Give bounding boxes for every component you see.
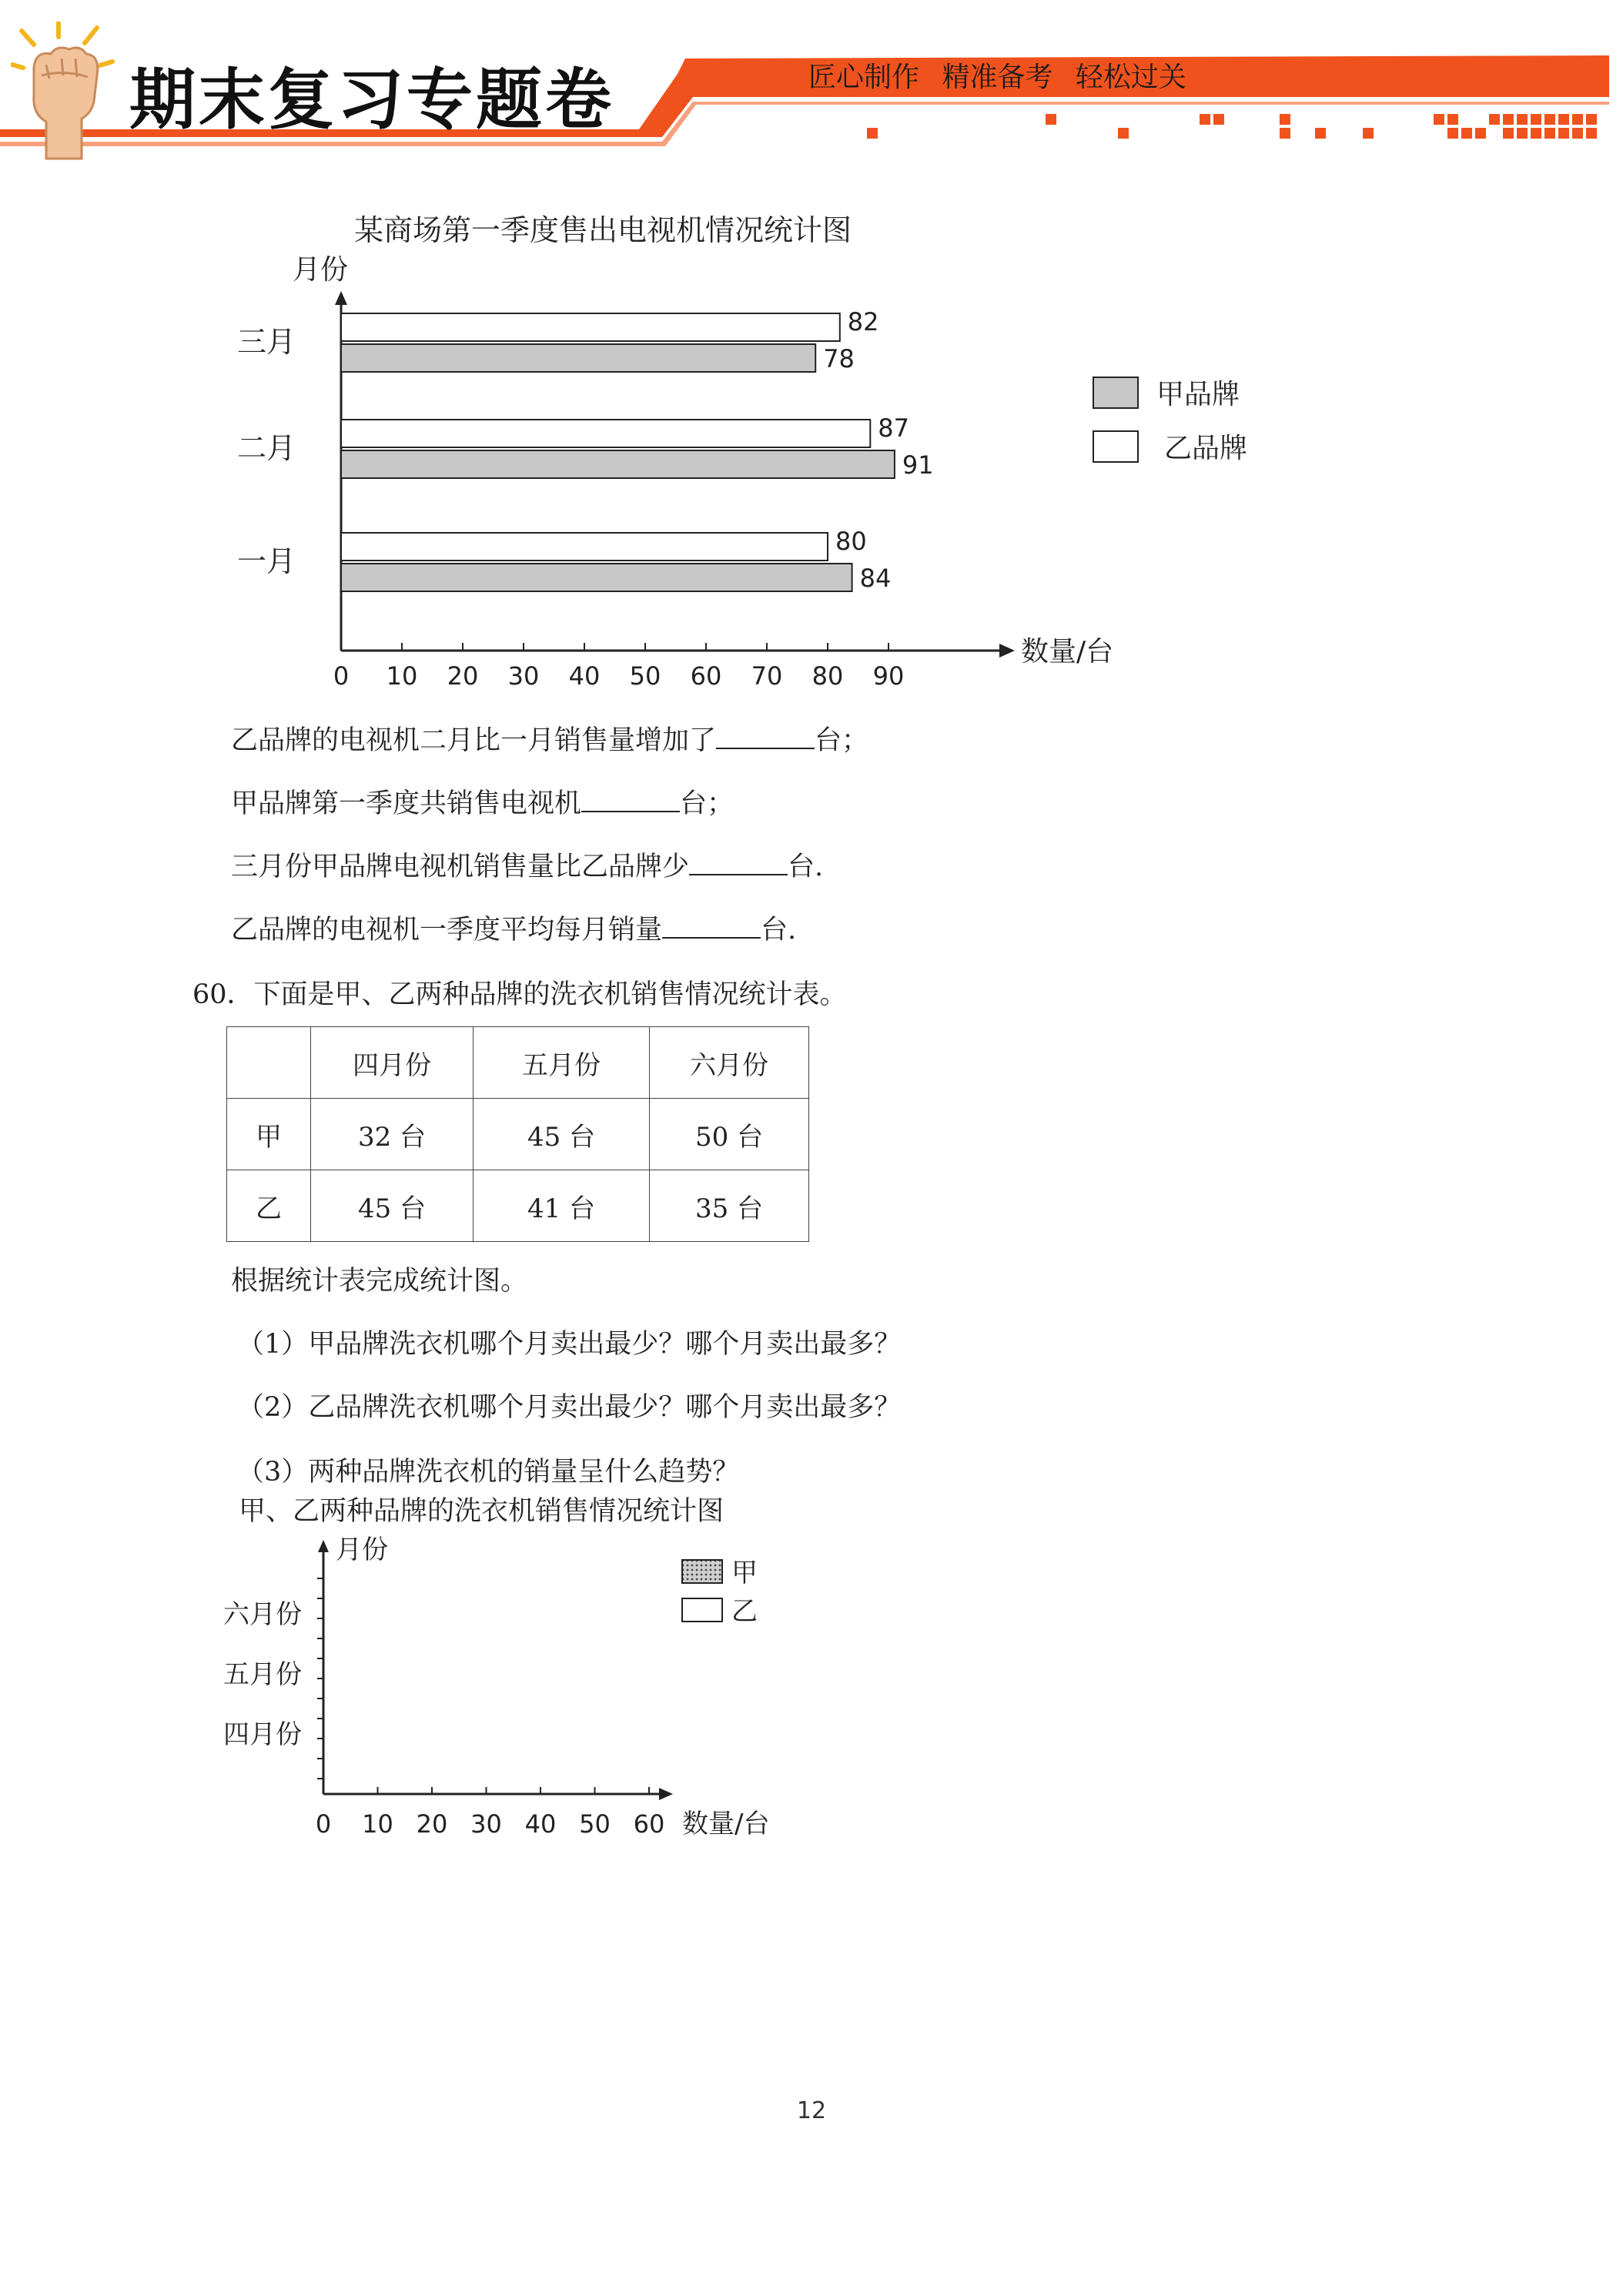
- header-tagline: 匠心制作 精准备考 轻松过关: [808, 62, 1186, 93]
- y-axis-label: 月份: [336, 1535, 388, 1565]
- x-tick-label: 0: [333, 661, 350, 691]
- x-tick-label: 60: [633, 1809, 665, 1839]
- x-tick-label: 50: [579, 1809, 611, 1839]
- legend-swatch-yi: [682, 1598, 722, 1622]
- bar-jia: [341, 344, 815, 372]
- bar-label: 78: [823, 344, 855, 373]
- table-header-cell: 六月份: [650, 1027, 809, 1099]
- x-tick-label: 40: [524, 1809, 557, 1839]
- y-axis-arrow: [335, 291, 347, 305]
- legend-label-jia: 甲: [731, 1558, 758, 1588]
- table-cell: 50 台: [650, 1099, 809, 1170]
- bar-label: 87: [878, 413, 910, 443]
- x-tick-label: 60: [690, 661, 722, 691]
- q59-line-4: [231, 909, 796, 947]
- bar-label: 91: [902, 450, 934, 480]
- q60-sub-2: （2）乙品牌洗衣机哪个月卖出最少？哪个月卖出最多？: [237, 1392, 902, 1423]
- x-tick-label: 80: [812, 661, 844, 691]
- q59-line-1: [231, 719, 868, 758]
- q59-line-1-text: 乙品牌的电视机二月比一月销售量增加了: [231, 725, 717, 756]
- x-tick-label: 40: [568, 661, 601, 691]
- answer-blank[interactable]: [581, 788, 680, 812]
- category-label: 二月: [237, 431, 296, 465]
- washer-sales-chart[interactable]: [223, 1494, 808, 1840]
- x-axis-label: 数量/台: [1021, 636, 1114, 668]
- fist-icon: [11, 22, 119, 160]
- q60-sub-1: （1）甲品牌洗衣机哪个月卖出最少？哪个月卖出最多？: [237, 1329, 902, 1360]
- table-cell: 41 台: [474, 1170, 650, 1242]
- legend-label-jia: 甲品牌: [1156, 379, 1240, 410]
- bar-label: 80: [835, 527, 867, 556]
- x-tick-label: 50: [629, 661, 661, 691]
- table-row: [227, 1099, 809, 1170]
- x-tick-label: 10: [386, 661, 418, 691]
- legend-label-yi: 乙品牌: [1164, 433, 1248, 464]
- q59-line-2: [231, 782, 734, 821]
- table-header-cell: [227, 1027, 311, 1099]
- answer-blank[interactable]: [689, 851, 788, 875]
- q60-instruction: 根据统计表完成统计图。: [231, 1266, 528, 1297]
- chart-title: 某商场第一季度售出电视机情况统计图: [354, 213, 852, 247]
- category-label: 一月: [237, 544, 296, 578]
- legend-label-yi: 乙: [731, 1596, 758, 1627]
- q59-line-1-unit: 台；: [815, 725, 869, 756]
- bar-label: 82: [847, 307, 879, 336]
- q59-line-4-text: 乙品牌的电视机一季度平均每月销量: [231, 915, 663, 946]
- q59-line-2-unit: 台；: [680, 788, 735, 819]
- x-axis-arrow: [999, 644, 1015, 658]
- x-tick-label: 20: [447, 661, 479, 691]
- x-tick-label: 90: [872, 661, 905, 691]
- x-axis-label: 数量/台: [682, 1809, 770, 1839]
- table-cell: 45 台: [474, 1099, 650, 1170]
- bar-yi: [341, 313, 840, 341]
- chart-title: 甲、乙两种品牌的洗衣机销售情况统计图: [239, 1496, 724, 1527]
- page-header: [0, 0, 1623, 169]
- washer-sales-table: [226, 1026, 809, 1242]
- y-axis-arrow: [318, 1540, 329, 1552]
- y-axis-label: 月份: [293, 254, 349, 286]
- q59-line-3: [231, 845, 823, 884]
- table-header-row: [227, 1027, 809, 1099]
- answer-blank[interactable]: [716, 725, 815, 749]
- table-cell: 35 台: [650, 1170, 809, 1242]
- bar-label: 84: [859, 564, 892, 593]
- table-cell: 45 台: [311, 1170, 474, 1242]
- legend-swatch-jia: [1093, 377, 1138, 408]
- table-row: [227, 1170, 809, 1242]
- table-header-cell: 四月份: [311, 1027, 474, 1099]
- q59-line-3-text: 三月份甲品牌电视机销售量比乙品牌少: [231, 852, 690, 882]
- category-label: 六月份: [223, 1599, 302, 1630]
- bar-yi: [341, 420, 870, 447]
- bar-jia: [341, 450, 895, 478]
- q60-sub-3: （3）两种品牌洗衣机的销量呈什么趋势？: [237, 1457, 740, 1488]
- category-label: 四月份: [223, 1719, 302, 1750]
- x-tick-label: 10: [362, 1809, 393, 1839]
- x-tick-label: 30: [507, 661, 540, 691]
- table-cell: 甲: [227, 1099, 311, 1170]
- header-title: 期末复习专题卷: [129, 62, 614, 139]
- x-axis-arrow: [659, 1788, 673, 1800]
- page-number: 12: [796, 2097, 827, 2124]
- x-tick-label: 30: [470, 1809, 502, 1839]
- bar-yi: [341, 533, 828, 561]
- x-tick-label: 70: [751, 661, 783, 691]
- q60-stem: 60．下面是甲、乙两种品牌的洗衣机销售情况统计表。: [192, 979, 847, 1010]
- q59-line-2-text: 甲品牌第一季度共销售电视机: [231, 788, 582, 819]
- category-label: 五月份: [223, 1659, 302, 1690]
- bar-jia: [341, 564, 852, 591]
- table-cell: 乙: [227, 1170, 311, 1242]
- q59-line-4-unit: 台.: [761, 915, 797, 946]
- legend-swatch-yi: [1093, 431, 1138, 462]
- table-header-cell: 五月份: [474, 1027, 650, 1099]
- legend-swatch-jia: [682, 1560, 722, 1583]
- q59-line-3-unit: 台.: [788, 852, 824, 882]
- answer-blank[interactable]: [662, 914, 761, 939]
- category-label: 三月: [237, 325, 296, 359]
- x-tick-label: 20: [416, 1809, 448, 1839]
- tv-sales-chart: [192, 200, 1347, 708]
- table-cell: 32 台: [311, 1099, 474, 1170]
- x-tick-label: 0: [315, 1809, 332, 1839]
